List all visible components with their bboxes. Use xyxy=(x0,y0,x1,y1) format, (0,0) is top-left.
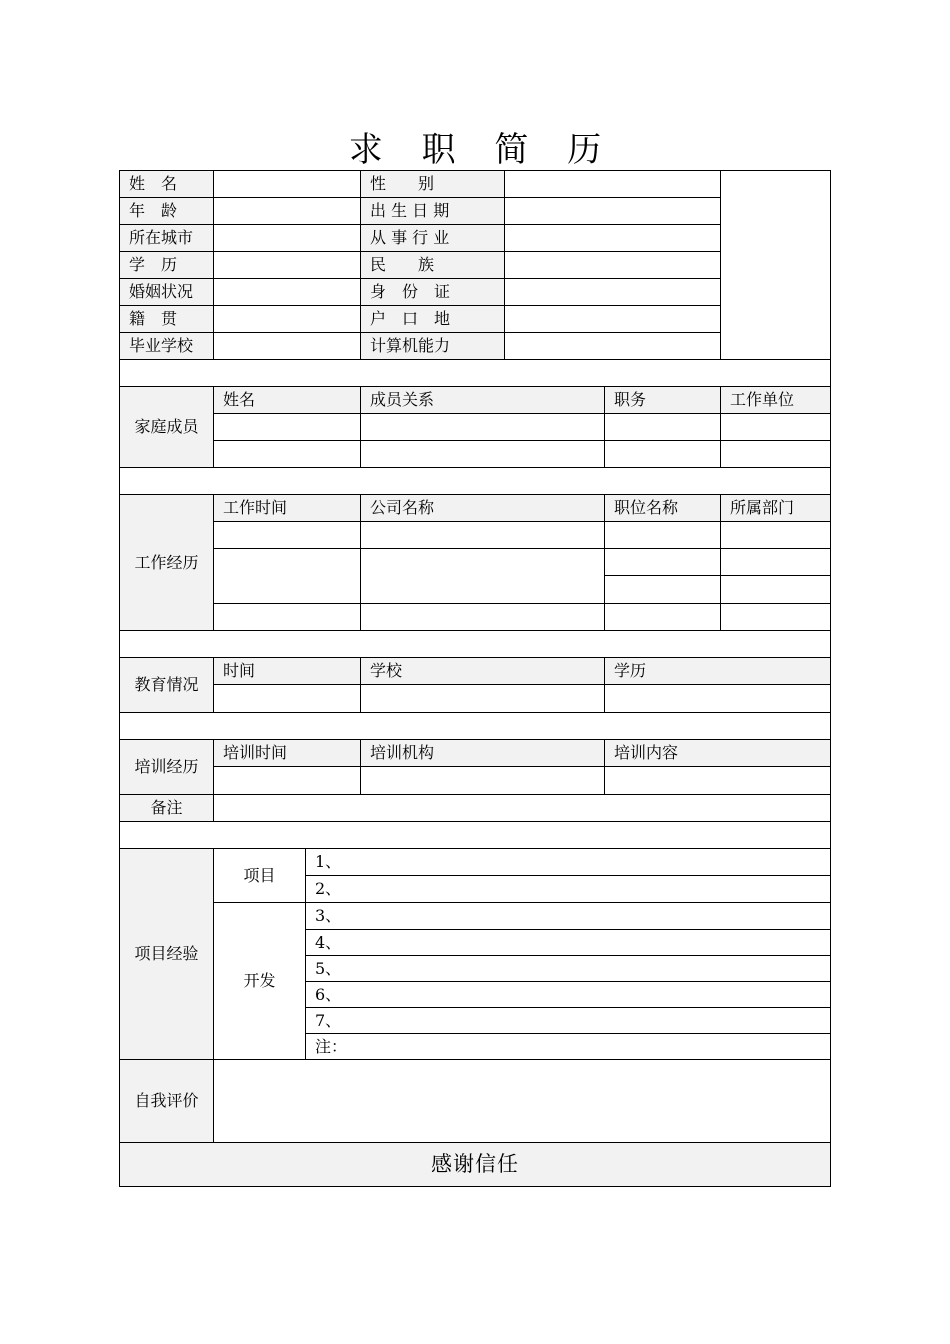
project-item[interactable]: 5、 xyxy=(306,956,830,982)
work-cell[interactable] xyxy=(361,522,605,549)
label-hukou: 户 口 地 xyxy=(361,306,505,333)
work-cell[interactable] xyxy=(361,604,605,631)
work-cell[interactable] xyxy=(721,522,830,549)
label-id-card: 身 份 证 xyxy=(361,279,505,306)
family-cell[interactable] xyxy=(605,441,721,468)
family-header-position: 职务 xyxy=(605,387,721,414)
edu-header-degree: 学历 xyxy=(605,658,830,685)
gender-field[interactable] xyxy=(505,171,721,198)
work-cell[interactable] xyxy=(605,576,721,604)
work-cell[interactable] xyxy=(605,604,721,631)
spacer-row xyxy=(120,713,830,740)
edu-header-school: 学校 xyxy=(361,658,605,685)
work-cell[interactable] xyxy=(721,604,830,631)
family-cell[interactable] xyxy=(721,441,830,468)
work-cell[interactable] xyxy=(721,576,830,604)
section-work: 工作经历 xyxy=(120,495,214,631)
work-header-department: 所属部门 xyxy=(721,495,830,522)
work-cell[interactable] xyxy=(721,549,830,576)
spacer-row xyxy=(120,822,830,849)
project-item[interactable]: 2、 xyxy=(306,876,830,903)
school-field[interactable] xyxy=(214,333,361,360)
work-header-company: 公司名称 xyxy=(361,495,605,522)
label-computer-skill: 计算机能力 xyxy=(361,333,505,360)
label-native-place: 籍 贯 xyxy=(120,306,214,333)
family-header-employer: 工作单位 xyxy=(721,387,830,414)
project-group-label: 项目 xyxy=(214,849,306,903)
spacer-row xyxy=(120,468,830,495)
project-item[interactable]: 4、 xyxy=(306,930,830,956)
work-cell[interactable] xyxy=(214,604,361,631)
edu-cell[interactable] xyxy=(361,685,605,713)
work-cell[interactable] xyxy=(214,522,361,549)
project-item[interactable]: 6、 xyxy=(306,982,830,1008)
work-cell[interactable] xyxy=(214,549,361,604)
section-education: 教育情况 xyxy=(120,658,214,713)
photo-box[interactable] xyxy=(721,171,830,360)
marital-field[interactable] xyxy=(214,279,361,306)
section-training: 培训经历 xyxy=(120,740,214,795)
family-cell[interactable] xyxy=(605,414,721,441)
project-item[interactable]: 7、 xyxy=(306,1008,830,1034)
label-age: 年 龄 xyxy=(120,198,214,225)
work-cell[interactable] xyxy=(605,522,721,549)
age-field[interactable] xyxy=(214,198,361,225)
id-card-field[interactable] xyxy=(505,279,721,306)
industry-field[interactable] xyxy=(505,225,721,252)
family-header-name: 姓名 xyxy=(214,387,361,414)
spacer-row xyxy=(120,360,830,387)
work-header-title: 职位名称 xyxy=(605,495,721,522)
training-cell[interactable] xyxy=(605,767,830,795)
native-place-field[interactable] xyxy=(214,306,361,333)
degree-field[interactable] xyxy=(214,252,361,279)
dev-group-label: 开发 xyxy=(214,903,306,1060)
project-note[interactable]: 注： xyxy=(306,1034,830,1060)
spacer-row xyxy=(120,631,830,658)
self-eval-field[interactable] xyxy=(214,1060,830,1143)
self-eval-label: 自我评价 xyxy=(120,1060,214,1143)
name-field[interactable] xyxy=(214,171,361,198)
label-ethnicity: 民 族 xyxy=(361,252,505,279)
label-school: 毕业学校 xyxy=(120,333,214,360)
training-cell[interactable] xyxy=(361,767,605,795)
training-header-time: 培训时间 xyxy=(214,740,361,767)
project-item[interactable]: 3、 xyxy=(306,903,830,930)
family-cell[interactable] xyxy=(361,441,605,468)
project-item[interactable]: 1、 xyxy=(306,849,830,876)
training-cell[interactable] xyxy=(214,767,361,795)
family-header-relation: 成员关系 xyxy=(361,387,605,414)
section-project: 项目经验 xyxy=(120,849,214,1060)
work-header-time: 工作时间 xyxy=(214,495,361,522)
label-industry: 从 事 行 业 xyxy=(361,225,505,252)
edu-cell[interactable] xyxy=(605,685,830,713)
training-header-content: 培训内容 xyxy=(605,740,830,767)
resume-table xyxy=(119,170,831,1187)
edu-header-time: 时间 xyxy=(214,658,361,685)
edu-cell[interactable] xyxy=(214,685,361,713)
work-cell[interactable] xyxy=(605,549,721,576)
label-birthdate: 出 生 日 期 xyxy=(361,198,505,225)
label-gender: 性 别 xyxy=(361,171,505,198)
label-marital: 婚姻状况 xyxy=(120,279,214,306)
training-header-institution: 培训机构 xyxy=(361,740,605,767)
notes-field[interactable] xyxy=(214,795,830,822)
city-field[interactable] xyxy=(214,225,361,252)
section-family: 家庭成员 xyxy=(120,387,214,468)
family-cell[interactable] xyxy=(214,414,361,441)
computer-skill-field[interactable] xyxy=(505,333,721,360)
ethnicity-field[interactable] xyxy=(505,252,721,279)
family-cell[interactable] xyxy=(721,414,830,441)
notes-label: 备注 xyxy=(120,795,214,822)
label-name: 姓 名 xyxy=(120,171,214,198)
birthdate-field[interactable] xyxy=(505,198,721,225)
family-cell[interactable] xyxy=(214,441,361,468)
page-title: 求 职 简 历 xyxy=(348,130,616,170)
hukou-field[interactable] xyxy=(505,306,721,333)
family-cell[interactable] xyxy=(361,414,605,441)
footer-thanks: 感谢信任 xyxy=(120,1143,830,1186)
label-degree: 学 历 xyxy=(120,252,214,279)
work-cell[interactable] xyxy=(361,549,605,604)
label-city: 所在城市 xyxy=(120,225,214,252)
